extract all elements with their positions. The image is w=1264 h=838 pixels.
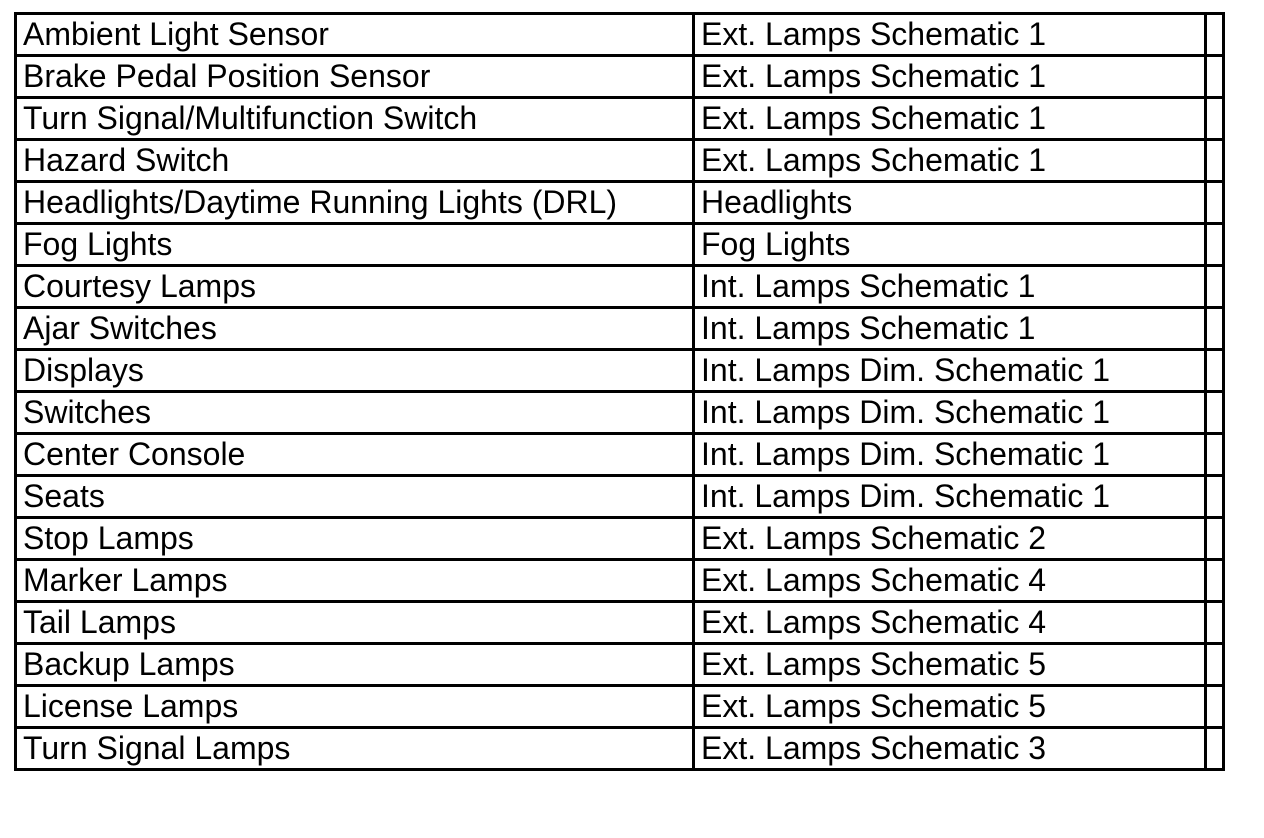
- table-row: [16, 728, 1224, 770]
- lighting-schematic-table: [14, 12, 1225, 771]
- table-row: [16, 140, 1224, 182]
- table-row: [16, 518, 1224, 560]
- empty-cell: [1206, 602, 1224, 644]
- table-row: [16, 266, 1224, 308]
- component-cell: Ajar Switches: [16, 308, 694, 350]
- table-row: [16, 602, 1224, 644]
- empty-cell: [1206, 308, 1224, 350]
- table-row: [16, 98, 1224, 140]
- schematic-cell: Int. Lamps Dim. Schematic 1: [694, 350, 1206, 392]
- empty-cell: [1206, 476, 1224, 518]
- component-cell: Ambient Light Sensor: [16, 14, 694, 56]
- schematic-cell: Ext. Lamps Schematic 4: [694, 602, 1206, 644]
- empty-cell: [1206, 140, 1224, 182]
- component-cell: Turn Signal/Multifunction Switch: [16, 98, 694, 140]
- empty-cell: [1206, 350, 1224, 392]
- schematic-cell: Int. Lamps Dim. Schematic 1: [694, 392, 1206, 434]
- schematic-cell: Ext. Lamps Schematic 4: [694, 560, 1206, 602]
- schematic-cell: Headlights: [694, 182, 1206, 224]
- table-row: [16, 56, 1224, 98]
- table-row: [16, 392, 1224, 434]
- table-row: [16, 14, 1224, 56]
- schematic-cell: Int. Lamps Schematic 1: [694, 308, 1206, 350]
- empty-cell: [1206, 224, 1224, 266]
- table-row: [16, 182, 1224, 224]
- empty-cell: [1206, 392, 1224, 434]
- empty-cell: [1206, 728, 1224, 770]
- schematic-cell: Int. Lamps Dim. Schematic 1: [694, 434, 1206, 476]
- table-row: [16, 224, 1224, 266]
- component-cell: Headlights/Daytime Running Lights (DRL): [16, 182, 694, 224]
- schematic-cell: Ext. Lamps Schematic 1: [694, 98, 1206, 140]
- table-row: [16, 434, 1224, 476]
- schematic-cell: Int. Lamps Schematic 1: [694, 266, 1206, 308]
- table-row: [16, 350, 1224, 392]
- schematic-cell: Ext. Lamps Schematic 1: [694, 14, 1206, 56]
- schematic-cell: Fog Lights: [694, 224, 1206, 266]
- schematic-cell: Ext. Lamps Schematic 2: [694, 518, 1206, 560]
- empty-cell: [1206, 14, 1224, 56]
- schematic-cell: Int. Lamps Dim. Schematic 1: [694, 476, 1206, 518]
- empty-cell: [1206, 266, 1224, 308]
- component-cell: Center Console: [16, 434, 694, 476]
- component-cell: Seats: [16, 476, 694, 518]
- component-cell: Backup Lamps: [16, 644, 694, 686]
- schematic-cell: Ext. Lamps Schematic 3: [694, 728, 1206, 770]
- empty-cell: [1206, 644, 1224, 686]
- component-cell: Displays: [16, 350, 694, 392]
- empty-cell: [1206, 434, 1224, 476]
- table-row: [16, 476, 1224, 518]
- empty-cell: [1206, 686, 1224, 728]
- schematic-cell: Ext. Lamps Schematic 5: [694, 644, 1206, 686]
- component-cell: Hazard Switch: [16, 140, 694, 182]
- component-cell: License Lamps: [16, 686, 694, 728]
- component-cell: Tail Lamps: [16, 602, 694, 644]
- table-row: [16, 308, 1224, 350]
- table-row: [16, 686, 1224, 728]
- component-cell: Switches: [16, 392, 694, 434]
- table-row: [16, 644, 1224, 686]
- empty-cell: [1206, 182, 1224, 224]
- schematic-cell: Ext. Lamps Schematic 1: [694, 140, 1206, 182]
- table-body: [16, 14, 1224, 770]
- table-row: [16, 560, 1224, 602]
- empty-cell: [1206, 56, 1224, 98]
- component-cell: Turn Signal Lamps: [16, 728, 694, 770]
- component-cell: Fog Lights: [16, 224, 694, 266]
- schematic-cell: Ext. Lamps Schematic 5: [694, 686, 1206, 728]
- component-cell: Courtesy Lamps: [16, 266, 694, 308]
- component-cell: Brake Pedal Position Sensor: [16, 56, 694, 98]
- schematic-cell: Ext. Lamps Schematic 1: [694, 56, 1206, 98]
- empty-cell: [1206, 98, 1224, 140]
- empty-cell: [1206, 560, 1224, 602]
- component-cell: Stop Lamps: [16, 518, 694, 560]
- component-cell: Marker Lamps: [16, 560, 694, 602]
- empty-cell: [1206, 518, 1224, 560]
